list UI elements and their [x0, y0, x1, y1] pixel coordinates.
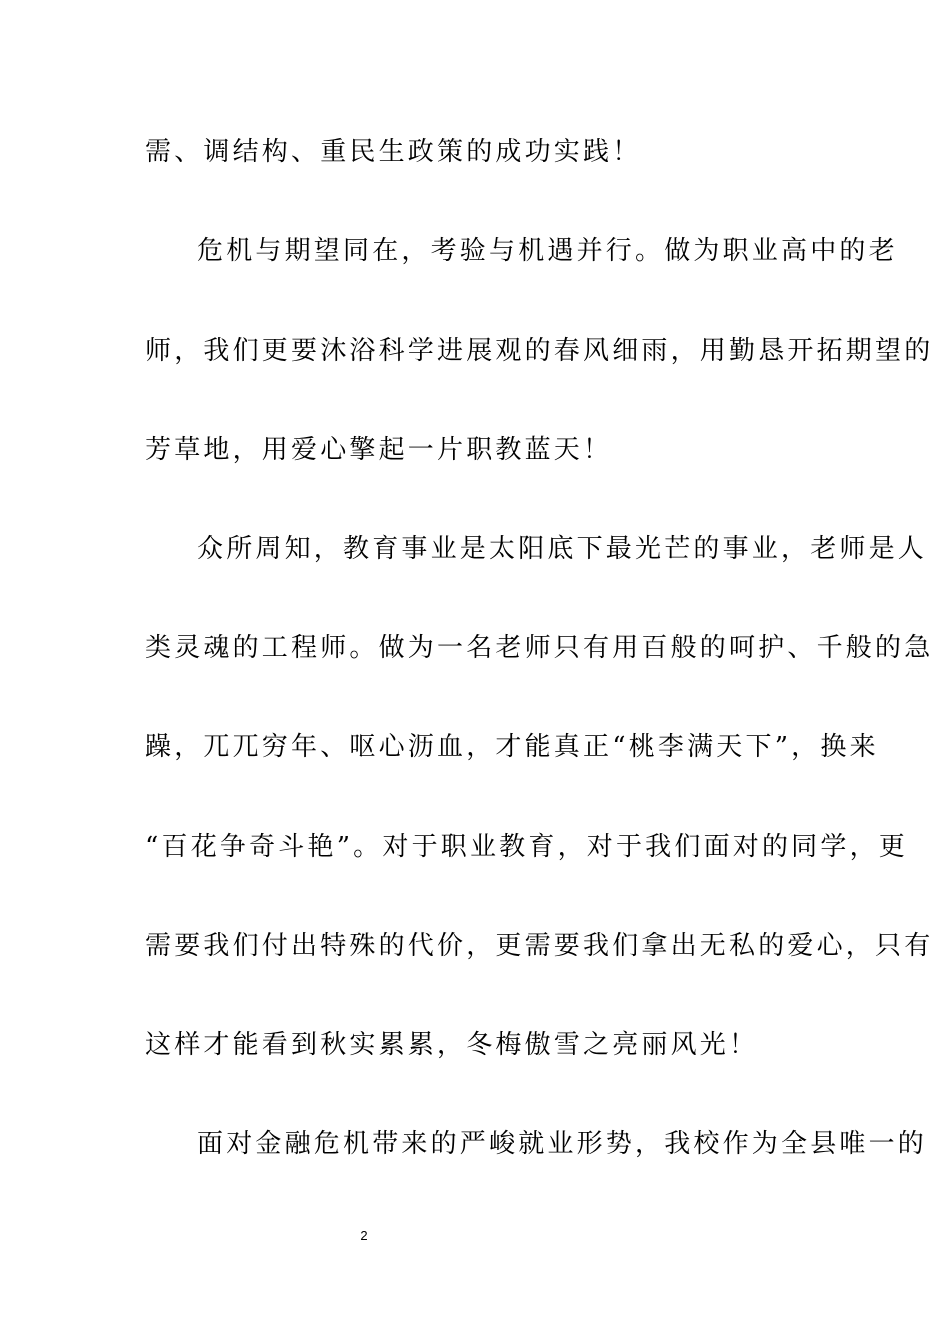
paragraph-start-line: 危机与期望同在，考验与机遇并行。做为职业高中的老 [197, 236, 898, 266]
page-number: 2 [360, 1228, 368, 1243]
paragraph-start-line: 众所周知，教育事业是太阳底下最光芒的事业，老师是人 [197, 534, 928, 564]
text-line: 需、调结构、重民生政策的成功实践！ [145, 137, 642, 167]
text-line: “百花争奇斗艳”。对于职业教育，对于我们面对的同学，更 [145, 832, 908, 862]
text-line: 师，我们更要沐浴科学进展观的春风细雨，用勤恳开拓期望的 [145, 336, 934, 366]
text-line: 躁，兀兀穷年、呕心沥血，才能真正“桃李满天下”，换来 [145, 732, 879, 762]
text-line: 这样才能看到秋实累累，冬梅傲雪之亮丽风光！ [145, 1030, 759, 1060]
text-line: 芳草地，用爱心擎起一片职教蓝天！ [145, 435, 613, 465]
text-line: 需要我们付出特殊的代价，更需要我们拿出无私的爱心，只有 [145, 931, 934, 961]
paragraph-start-line: 面对金融危机带来的严峻就业形势，我校作为全县唯一的 [197, 1129, 928, 1159]
text-line: 类灵魂的工程师。做为一名老师只有用百般的呵护、千般的急 [145, 633, 934, 663]
